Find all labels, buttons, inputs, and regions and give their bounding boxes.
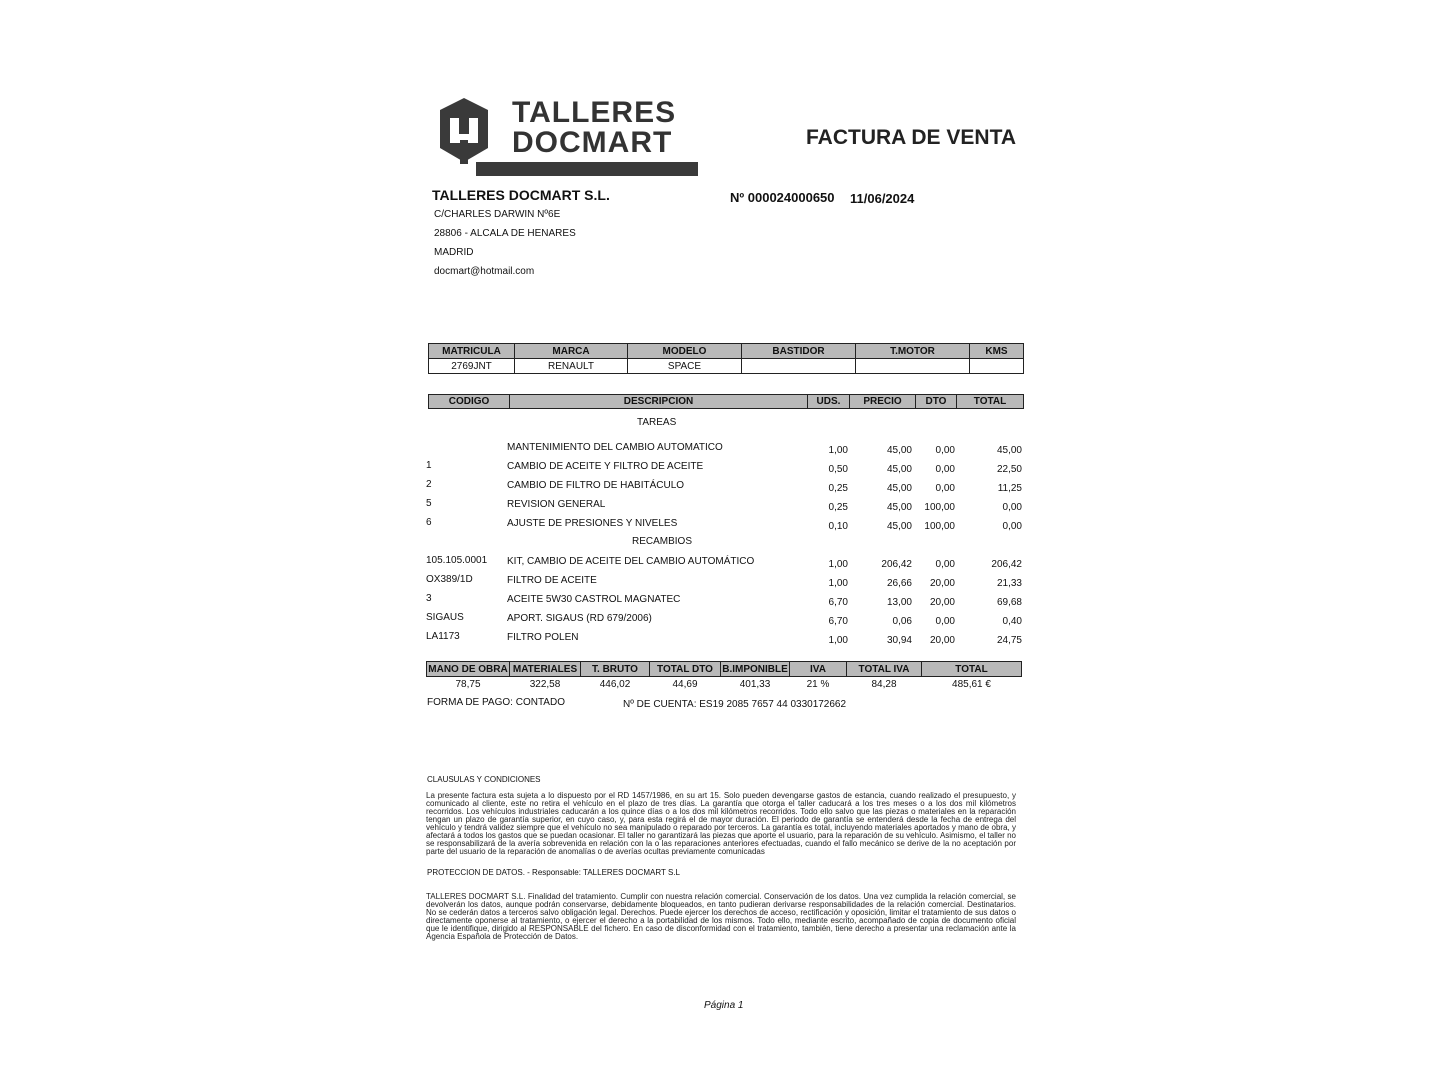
totals-value-row [427,677,1022,692]
recambio-total-cell: 21,33 [996,578,1022,589]
tarea-dto-cell: 0,00 [935,464,955,475]
vehicle-header-cell: BASTIDOR [742,344,856,359]
tarea-total-cell: 45,00 [996,445,1022,456]
totals-header-row [427,662,1022,677]
vehicle-value-cell: RENAULT [515,359,628,374]
tarea-dto-cell: 100,00 [924,502,955,513]
clauses-text: La presente factura esta sujeta a lo dispuesto por el RD 1457/1986, en su art 15. Solo pueden devengarse gastos de estancia, cuando realizado el presupuesto, y comunicado al cliente, este no retira el vehículo en el plazo de tres días. La garantía que otorga el taller caducará a los tres meses o a los dos mil kilómetros recorridos. Los vehículos industriales caducarán a los quince días o a los dos mil kilómetros recorridos. Todo ello salvo que las piezas o materiales en la reparación tengan un plazo de garantía superior, en cuyo caso, y, para esta regirá el de mayor duración. El periodo de garantía se entenderá desde la fecha de entrega del vehículo y tendrá validez siempre que el vehículo no sea manipulado o reparado por terceros. La garantía es total, incluyendo materiales aportados y mano de obra, y afectará a todos los gastos que se puedan ocasionar. El taller no garantizará las piezas que aporte el usuario, para la reparación de su vehículo. Asimismo, el taller no se responsabilizará de la avería sobrevenida en relación con la o las reparaciones anteriores efectuadas, cuando el fallo mecánico se derive de la no aceptación por parte del usuario de la reparación de anomalías o de averías ocultas previamente comunicadas [426,791,1016,856]
invoice-date: 11/06/2024 [850,191,915,206]
recambio-dto-cell: 20,00 [929,635,955,646]
vehicle-header-cell: MARCA [515,344,628,359]
vehicle-header-cell: KMS [970,344,1024,359]
company-email: docmart@hotmail.com [434,266,535,277]
clauses-title: CLAUSULAS Y CONDICIONES [427,775,541,784]
recambio-precio-cell: 0,06 [892,616,912,627]
section-recambios-label: RECAMBIOS [632,536,693,547]
totals-header-cell: IVA [790,662,847,677]
invoice-number: Nº 000024000650 [730,190,835,205]
totals-value-cell: 401,33 [739,678,771,690]
recambio-desc-cell: FILTRO POLEN [507,632,579,643]
totals-value-cell: 446,02 [599,678,631,690]
vehicle-header-cell: T.MOTOR [856,344,970,359]
totals-header-cell: MANO DE OBRA [428,663,508,675]
recambio-precio-cell: 26,66 [886,578,912,589]
tarea-precio-cell: 45,00 [886,521,912,532]
vehicle-header-cell: MATRICULA [429,344,515,359]
recambio-precio-cell: 13,00 [886,597,912,608]
totals-header-cell: MATERIALES [510,662,581,677]
tarea-precio-cell: 45,00 [886,445,912,456]
recambio-uds-cell: 1,00 [828,578,848,589]
recambio-dto-cell: 0,00 [935,616,955,627]
totals-header-cell: B.IMPONIBLE [722,663,788,675]
lines-header-cell: UDS. [807,394,850,409]
tarea-desc-cell: CAMBIO DE FILTRO DE HABITÁCULO [507,480,685,491]
totals-header-cell: TOTAL IVA [847,662,922,677]
recambio-precio-cell: 206,42 [881,559,912,570]
bank-account: Nº DE CUENTA: ES19 2085 7657 44 0330172662 [623,699,847,710]
data-protection-title: PROTECCION DE DATOS. - Responsable: TALLERES DOCMART S.L [427,868,680,877]
tarea-code-cell: 5 [426,498,432,509]
recambio-code-cell: 3 [426,593,432,604]
totals-value-cell: 44,69 [672,678,698,690]
recambio-desc-cell: ACEITE 5W30 CASTROL MAGNATEC [507,594,681,605]
lines-header-cell: CODIGO [428,394,510,409]
vehicle-value-cell [970,359,1024,374]
recambio-total-cell: 206,42 [991,559,1022,570]
vehicle-table [428,343,1024,374]
lines-header-cell: TOTAL [956,394,1024,409]
totals-value-cell: 485,61 € [952,678,991,690]
totals-value-cell: 84,28 [871,678,897,690]
lines-header-cell: DTO [915,394,957,409]
tarea-total-cell: 0,00 [1002,502,1022,513]
recambio-dto-cell: 20,00 [929,597,955,608]
tarea-total-cell: 22,50 [996,464,1022,475]
totals-header-cell: T. BRUTO [581,662,650,677]
tarea-precio-cell: 45,00 [886,483,912,494]
tarea-precio-cell: 45,00 [886,502,912,513]
company-address-line1: C/CHARLES DARWIN Nº6E [434,209,561,220]
recambio-desc-cell: APORT. SIGAUS (RD 679/2006) [507,613,652,624]
logo-text-line2: DOCMART [512,126,673,159]
payment-method: FORMA DE PAGO: CONTADO [427,697,565,708]
tarea-desc-cell: CAMBIO DE ACEITE Y FILTRO DE ACEITE [507,461,704,472]
recambio-total-cell: 0,40 [1002,616,1022,627]
data-protection-text: TALLERES DOCMART S.L. Finalidad del tratamiento. Cumplir con nuestra relación comercial. Conservación de los datos. Una vez cumplida la relación comercial, se devolverán los datos, aunque podrán conservarse, debidamente bloqueados, en tanto pudieran derivarse responsabilidades de la relación comercial. Destinatarios. No se cederán datos a terceros salvo obligación legal. Derechos. Puede ejercer los derechos de acceso, rectificación y oposición, limitar el tratamiento de sus datos o directamente oponerse al tratamiento, o ejercer el derecho a la portabilidad de los mismos. Todo ello, mediante escrito, acompañado de copia de documento oficial que le identifique, dirigido al RESPONSABLE del fichero. En caso de disconformidad con el tratamiento, también, tiene derecho a presentar una reclamación ante la Agencia Española de Protección de Datos. [426,892,1016,941]
recambio-uds-cell: 1,00 [828,559,848,570]
recambio-code-cell: OX389/1D [426,574,473,585]
totals-value-cell: 322,58 [529,678,561,690]
totals-value-cell: 78,75 [455,678,481,690]
section-tareas-label: TAREAS [637,417,677,428]
recambio-uds-cell: 1,00 [828,635,848,646]
recambio-desc-cell: KIT, CAMBIO DE ACEITE DEL CAMBIO AUTOMÁTICO [507,556,755,567]
tarea-code-cell: 6 [426,517,432,528]
tarea-total-cell: 0,00 [1002,521,1022,532]
logo-text-line1: TALLERES [512,96,677,129]
vehicle-value-row [429,359,1024,374]
tarea-dto-cell: 100,00 [924,521,955,532]
lines-header-cell: DESCRIPCION [509,394,808,409]
totals-header-cell: TOTAL DTO [650,662,721,677]
totals-value-cell: 21 % [806,678,830,690]
document-title: FACTURA DE VENTA [806,126,1016,149]
tarea-code-cell: 1 [426,460,432,471]
company-address-line2: 28806 - ALCALA DE HENARES [434,228,576,239]
recambio-code-cell: 105.105.0001 [426,555,488,566]
totals-header-cell: TOTAL [922,662,1022,677]
recambio-dto-cell: 20,00 [929,578,955,589]
vehicle-value-cell [742,359,856,374]
tarea-total-cell: 11,25 [997,483,1022,494]
recambio-desc-cell: FILTRO DE ACEITE [507,575,597,586]
vehicle-header-row [429,344,1024,359]
tarea-uds-cell: 0,25 [828,483,848,494]
recambio-uds-cell: 6,70 [828,616,848,627]
recambio-code-cell: SIGAUS [426,612,464,623]
tarea-desc-cell: MANTENIMIENTO DEL CAMBIO AUTOMATICO [507,442,723,453]
company-address-line3: MADRID [434,247,474,258]
vehicle-header-cell: MODELO [628,344,742,359]
tarea-uds-cell: 1,00 [828,445,848,456]
vehicle-value-cell: SPACE [628,359,742,374]
lines-header [428,394,1024,409]
recambio-code-cell: LA1173 [426,631,460,642]
company-name: TALLERES DOCMART S.L. [432,187,610,203]
vehicle-value-cell [856,359,970,374]
totals-table [426,661,1022,691]
tarea-uds-cell: 0,10 [828,521,848,532]
recambio-total-cell: 69,68 [996,597,1022,608]
tarea-desc-cell: REVISION GENERAL [507,499,606,510]
recambio-dto-cell: 0,00 [935,559,955,570]
recambio-total-cell: 24,75 [996,635,1022,646]
recambio-uds-cell: 6,70 [828,597,848,608]
lines-header-cell: PRECIO [849,394,916,409]
tarea-code-cell: 2 [426,479,432,490]
tarea-uds-cell: 0,25 [828,502,848,513]
tarea-desc-cell: AJUSTE DE PRESIONES Y NIVELES [507,518,678,529]
tarea-precio-cell: 45,00 [886,464,912,475]
tarea-dto-cell: 0,00 [935,483,955,494]
recambio-precio-cell: 30,94 [886,635,912,646]
vehicle-value-cell: 2769JNT [429,359,515,374]
tarea-uds-cell: 0,50 [828,464,848,475]
page-number: Página 1 [704,1000,744,1011]
tarea-dto-cell: 0,00 [935,445,955,456]
